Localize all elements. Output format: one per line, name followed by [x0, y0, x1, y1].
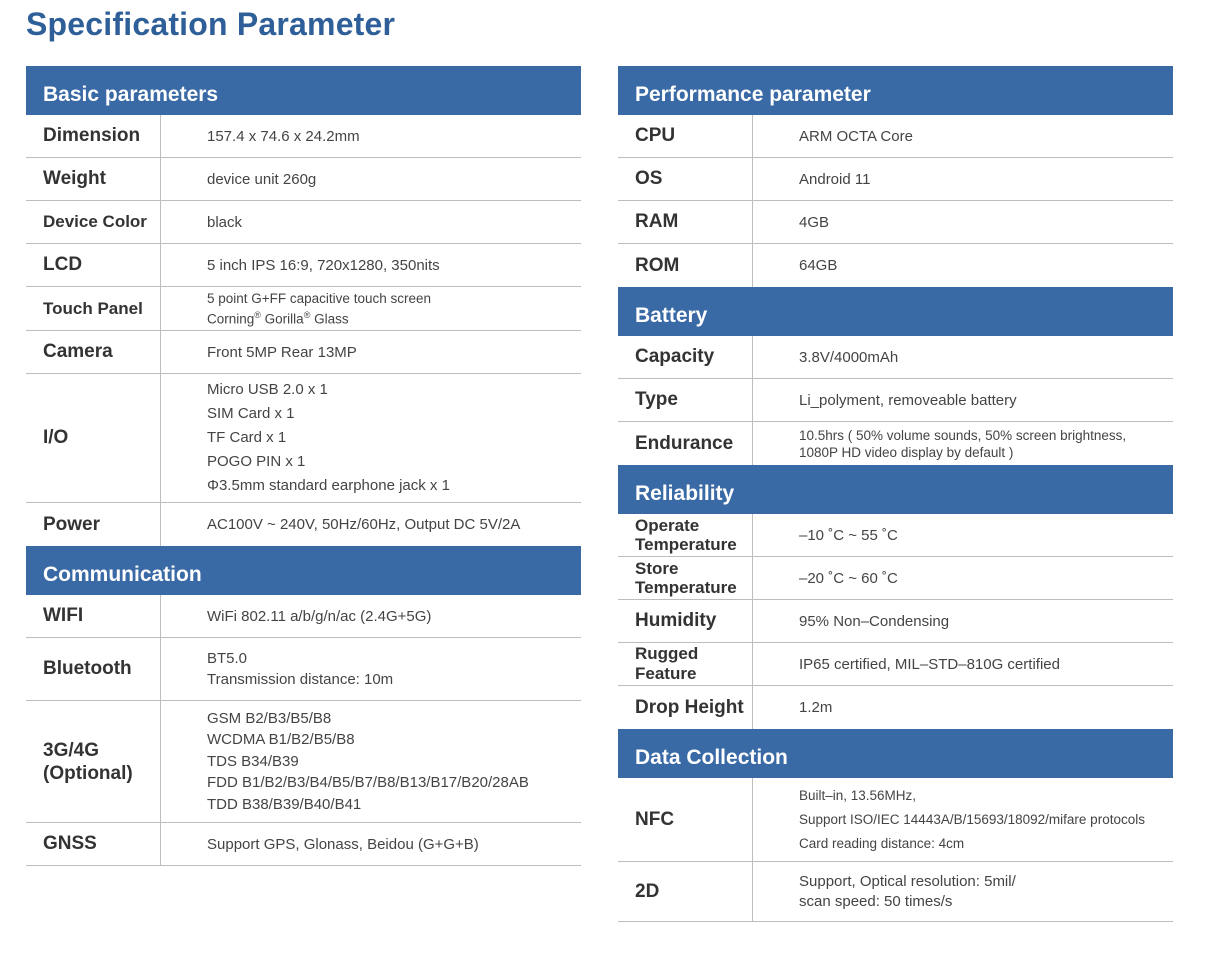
row-label: Humidity [618, 600, 753, 642]
value-part: Gorilla [260, 311, 304, 327]
label-line: Temperature [635, 578, 737, 597]
row-rom [618, 244, 1173, 287]
label-line: Operate [635, 516, 700, 535]
value-line: POGO PIN x 1 [207, 453, 306, 470]
row-label: NFC [618, 778, 753, 861]
row-drop-height [618, 686, 1173, 729]
row-label: 2D [618, 862, 753, 921]
row-label [618, 557, 753, 599]
row-value [753, 643, 1173, 685]
row-label: Bluetooth [26, 638, 161, 700]
left-column [26, 66, 581, 866]
value-line: TDD B38/B39/B40/B41 [207, 795, 362, 813]
row-label: Endurance [618, 422, 753, 465]
row-value [161, 287, 581, 330]
row-io [26, 374, 581, 503]
row-label: Drop Height [618, 686, 753, 729]
value-part: Glass [310, 311, 349, 327]
row-value [753, 244, 1173, 287]
row-label: Dimension [26, 115, 161, 157]
row-value [161, 158, 581, 200]
row-value [161, 595, 581, 637]
value-line: Micro USB 2.0 x 1 [207, 381, 328, 398]
row-gnss [26, 823, 581, 866]
row-value [161, 503, 581, 546]
value-line: TDS B34/B39 [207, 752, 299, 770]
value-line: Support, Optical resolution: 5mil/ [799, 872, 1016, 890]
row-label: GNSS [26, 823, 161, 865]
value-text: Front 5MP Rear 13MP [207, 343, 357, 361]
value-line: GSM B2/B3/B5/B8 [207, 709, 332, 727]
label-line: Temperature [635, 535, 737, 554]
value-text: AC100V ~ 240V, 50Hz/60Hz, Output DC 5V/2A [207, 516, 521, 533]
row-3g4g [26, 701, 581, 823]
value-line: Φ3.5mm standard earphone jack x 1 [207, 477, 450, 494]
row-camera [26, 331, 581, 374]
row-os [618, 158, 1173, 201]
row-label: ROM [618, 244, 753, 287]
value-line: 10.5hrs ( 50% volume sounds, 50% screen brightness, [799, 427, 1127, 443]
label-line: (Optional) [43, 762, 133, 784]
value-text: –10 ˚C ~ 55 ˚C [799, 526, 898, 544]
row-label: Device Color [26, 201, 161, 243]
value-text: 157.4 x 74.6 x 24.2mm [207, 127, 360, 145]
value-text: 1.2m [799, 699, 833, 716]
value-text: device unit 260g [207, 170, 317, 188]
row-type [618, 379, 1173, 422]
section-header-data-collection: Data Collection [618, 729, 1173, 778]
row-label: Capacity [618, 336, 753, 378]
row-value [161, 244, 581, 286]
row-rugged-feature [618, 643, 1173, 686]
row-cpu [618, 115, 1173, 158]
row-capacity [618, 336, 1173, 379]
value-text: WiFi 802.11 a/b/g/n/ac (2.4G+5G) [207, 607, 432, 625]
value-text: 64GB [799, 257, 838, 274]
row-value [753, 862, 1173, 921]
value-text: 95% Non–Condensing [799, 612, 950, 630]
value-text: Li_polyment, removeable battery [799, 391, 1017, 409]
row-value [753, 379, 1173, 421]
row-value [753, 201, 1173, 243]
row-label [618, 514, 753, 556]
value-text: 5 inch IPS 16:9, 720x1280, 350nits [207, 256, 440, 274]
row-store-temperature [618, 557, 1173, 600]
row-nfc [618, 778, 1173, 862]
row-label: Power [26, 503, 161, 546]
value-line: Built–in, 13.56MHz, [799, 787, 917, 803]
row-label: WIFI [26, 595, 161, 637]
label-line: 3G/4G [43, 739, 99, 761]
row-device-color [26, 201, 581, 244]
row-bluetooth [26, 638, 581, 701]
row-dimension [26, 115, 581, 158]
value-line: SIM Card x 1 [207, 405, 295, 422]
row-value [753, 600, 1173, 642]
row-value [753, 514, 1173, 556]
row-value [753, 336, 1173, 378]
value-text: 5 point G+FF capacitive touch screen [207, 290, 431, 306]
value-line: TF Card x 1 [207, 429, 287, 446]
section-header-basic: Basic parameters [26, 66, 581, 115]
value-line: Transmission distance: 10m [207, 671, 394, 688]
value-text: 3.8V/4000mAh [799, 348, 899, 366]
row-value [161, 201, 581, 243]
value-line: Support ISO/IEC 14443A/B/15693/18092/mifare protocols [799, 811, 1145, 827]
row-value [161, 115, 581, 157]
row-value [161, 374, 581, 502]
label-line: Rugged [635, 644, 699, 663]
row-weight [26, 158, 581, 201]
section-header-performance: Performance parameter [618, 66, 1173, 115]
registered-mark: ® [303, 309, 311, 320]
value-text: 4GB [799, 213, 830, 231]
row-label: Touch Panel [26, 287, 161, 330]
row-value [753, 158, 1173, 200]
row-humidity [618, 600, 1173, 643]
row-label: CPU [618, 115, 753, 157]
label-line: Feature [635, 664, 697, 683]
section-header-reliability: Reliability [618, 465, 1173, 514]
row-label: I/O [26, 374, 161, 502]
row-operate-temperature [618, 514, 1173, 557]
right-column [618, 66, 1173, 922]
value-text: Android 11 [799, 170, 871, 188]
section-header-communication: Communication [26, 546, 581, 595]
row-value [753, 557, 1173, 599]
row-label [26, 701, 161, 822]
row-label: Camera [26, 331, 161, 373]
registered-mark: ® [254, 309, 261, 320]
label-line: Store [635, 559, 679, 578]
value-text: black [207, 213, 243, 231]
row-value [161, 638, 581, 700]
value-text: ARM OCTA Core [799, 127, 913, 145]
row-value [161, 331, 581, 373]
row-value [161, 701, 581, 822]
row-endurance [618, 422, 1173, 465]
row-value [753, 115, 1173, 157]
row-ram [618, 201, 1173, 244]
value-line: Card reading distance: 4cm [799, 835, 965, 851]
value-line: FDD B1/B2/B3/B4/B5/B7/B8/B13/B17/B20/28AB [207, 774, 529, 792]
row-label: RAM [618, 201, 753, 243]
row-value [753, 686, 1173, 729]
row-2d [618, 862, 1173, 922]
row-value [753, 422, 1173, 465]
row-label: LCD [26, 244, 161, 286]
row-wifi [26, 595, 581, 638]
value-line: BT5.0 [207, 649, 248, 667]
value-line: 1080P HD video display by default ) [799, 444, 1014, 460]
row-power [26, 503, 581, 546]
value-text: –20 ˚C ~ 60 ˚C [799, 569, 898, 587]
row-label: OS [618, 158, 753, 200]
section-header-battery: Battery [618, 287, 1173, 336]
row-value [161, 823, 581, 865]
row-label [618, 643, 753, 685]
value-text: Support GPS, Glonass, Beidou (G+G+B) [207, 835, 479, 853]
value-text: IP65 certified, MIL–STD–810G certified [799, 655, 1060, 673]
row-label: Type [618, 379, 753, 421]
value-part: Corning [207, 311, 255, 327]
row-touch-panel [26, 287, 581, 331]
value-line: scan speed: 50 times/s [799, 892, 953, 910]
value-line: WCDMA B1/B2/B5/B8 [207, 731, 355, 749]
value-text [207, 307, 581, 328]
row-value [753, 778, 1173, 861]
row-label: Weight [26, 158, 161, 200]
row-lcd [26, 244, 581, 287]
page-title: Specification Parameter [26, 6, 396, 42]
